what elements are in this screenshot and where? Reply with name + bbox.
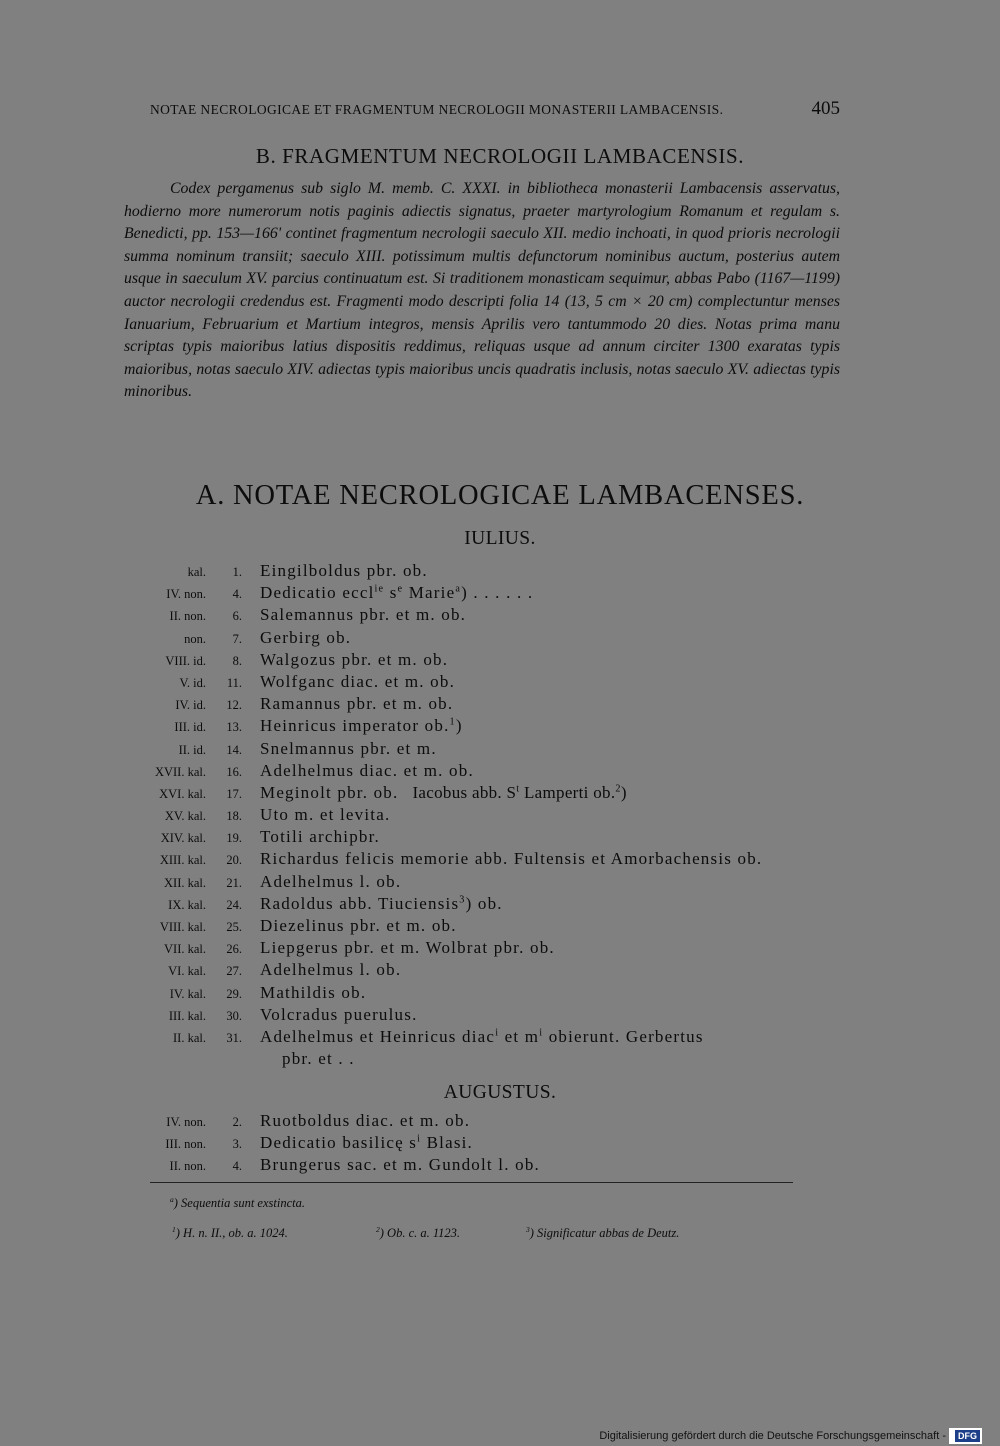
entry-date: IV. kal. xyxy=(169,986,206,1001)
entry-date: IV. non. xyxy=(166,1115,206,1129)
entry-date: VII. kal. xyxy=(164,942,206,957)
footnote-mark: a xyxy=(170,1194,174,1204)
running-head xyxy=(150,98,840,122)
entry-row xyxy=(0,871,1000,893)
entry-row xyxy=(0,604,1000,626)
entry-text xyxy=(260,1110,470,1132)
footnote-mark: 3 xyxy=(526,1224,530,1234)
entry-date: IX. kal. xyxy=(168,897,206,912)
superscript: ie xyxy=(374,583,385,595)
entry-text xyxy=(260,693,453,715)
entry-row xyxy=(0,937,1000,959)
entry-text-part: ) xyxy=(455,716,463,736)
entry-day: 7. xyxy=(232,631,242,646)
footnote-mark: 1 xyxy=(172,1224,176,1234)
entry-text-part: obierunt. Gerbertus xyxy=(543,1026,704,1046)
entry-text-part: Totili archipbr. xyxy=(260,827,380,847)
entry-day: 4. xyxy=(232,1159,242,1174)
entry-day: 8. xyxy=(232,653,242,668)
entry-row xyxy=(0,782,1000,804)
entry-row xyxy=(0,560,1000,582)
entry-text xyxy=(260,604,466,626)
entry-day: 26. xyxy=(226,942,242,957)
section-b-title: B. FRAGMENTUM NECROLOGII LAMBACENSIS. xyxy=(255,144,745,168)
entry-day: 13. xyxy=(226,720,242,735)
superscript: i xyxy=(417,1133,422,1145)
entry-row xyxy=(0,715,1000,737)
entry-row xyxy=(0,671,1000,693)
entry-date: II. id. xyxy=(178,742,206,757)
superscript: t xyxy=(516,783,520,795)
entry-row xyxy=(0,582,1000,604)
entry-date: IV. non. xyxy=(166,587,206,602)
entry-text-part: Adelhelmus et Heinricus diac xyxy=(260,1026,496,1046)
footnote-text: ) H. n. II., ob. a. 1024. xyxy=(175,1226,288,1240)
entry-date: VIII. kal. xyxy=(159,920,206,934)
entry-text-part: Meginolt pbr. ob. xyxy=(260,782,399,802)
digitization-credit xyxy=(599,1428,982,1444)
entry-text xyxy=(260,804,390,826)
entry-date: XVI. kal. xyxy=(159,786,206,801)
entry-text-part: Heinricus imperator ob. xyxy=(260,716,450,736)
entry-day: 6. xyxy=(232,609,242,624)
entry-day: 16. xyxy=(226,764,242,779)
entry-row xyxy=(0,826,1000,848)
entry-continuation: pbr. et . . xyxy=(282,1048,355,1068)
entry-date: XIII. kal. xyxy=(159,853,206,868)
entry-extra-note xyxy=(412,783,626,802)
entry-day: 4. xyxy=(232,587,242,602)
entry-date: XII. kal. xyxy=(164,875,206,890)
entry-text xyxy=(260,982,366,1004)
entry-extra-part: ) xyxy=(620,782,627,802)
entry-text-part: Adelhelmus l. ob. xyxy=(260,960,402,980)
entry-row xyxy=(0,738,1000,760)
superscript: e xyxy=(397,583,404,595)
entry-day: 29. xyxy=(226,986,242,1001)
entry-text-part: ) ob. xyxy=(465,893,503,913)
entry-text-part: Dedicatio basilicę s xyxy=(260,1133,418,1153)
intro-paragraph xyxy=(124,178,840,404)
entry-date: II. kal. xyxy=(173,1030,206,1045)
entry-text-part: Marie xyxy=(403,583,456,603)
entry-date: II. non. xyxy=(169,1159,206,1174)
entry-row xyxy=(0,804,1000,826)
entry-text-part: Eingilboldus pbr. ob. xyxy=(260,561,428,580)
entry-text xyxy=(260,715,463,737)
entry-row xyxy=(0,649,1000,671)
entry-day: 3. xyxy=(232,1137,242,1152)
intro-text: Codex pergamenus sub siglo M. memb. C. XXXI. in bibliotheca monasterii Lambacensis asservatus, hodierno more numerorum notis paginis adiectis signatus, praeter martyrologium Romanum et regulam s. Benedicti, pp. 153—166' continet fragmentum necrologii saeculo XII. medio inchoati, in quod prioris necrologii summa nominum transiit; saeculo XIII. potissimum multis defunctorum nominibus auctum, posterius autem usque in saeculum XV. parcius continuatum est. Si traditionem monasticam sequimur, abbas Pabo (1167—1199) auctor necrologii credendus est. Fragmenti modo descripti folia 14 (13, 5 cm × 20 cm) complectuntur menses Ianuarium, Februarium et Martium integros, mensis Aprilis vero tantummodo 20 dies. Notas prima manu scriptas typis maioribus latius dispositis reddimus, reliquas usque ad annum circiter 1300 exaratas typis maioribus, notas saeculo XIV. adiectas typis maioribus uncis quadratis inclusis, notas saeculo XV. adiectas typis minoribus. xyxy=(124,180,840,401)
entry-date: IV. id. xyxy=(175,698,206,713)
entry-date: non. xyxy=(184,631,206,646)
entry-date: kal. xyxy=(187,565,206,579)
iulius-entries xyxy=(0,560,1000,1070)
entry-row xyxy=(0,1004,1000,1026)
entry-text-part: Wolfganc diac. et m. ob. xyxy=(260,671,456,691)
entry-date: III. kal. xyxy=(168,1008,206,1023)
entry-day: 18. xyxy=(226,809,242,824)
entry-text xyxy=(260,893,503,915)
entry-text xyxy=(260,848,762,870)
entry-row xyxy=(0,760,1000,782)
superscript: i xyxy=(495,1027,500,1039)
entry-text-part: Adelhelmus diac. et m. ob. xyxy=(260,760,474,780)
entry-day: 14. xyxy=(226,742,242,757)
entry-date: III. id. xyxy=(174,720,206,735)
entry-row xyxy=(0,1110,1000,1132)
entry-row xyxy=(0,693,1000,715)
entry-row xyxy=(0,893,1000,915)
entry-text-part: Dedicatio eccl xyxy=(260,583,375,603)
footnote-text: ) Ob. c. a. 1123. xyxy=(379,1226,461,1240)
entry-row xyxy=(0,1154,1000,1176)
entry-text-part: Walgozus pbr. et m. ob. xyxy=(260,649,449,669)
entry-extra-part: Lamperti ob. xyxy=(519,782,616,802)
entry-text-part: Volcradus puerulus. xyxy=(260,1004,418,1024)
entry-date: XV. kal. xyxy=(164,809,206,824)
entry-day: 20. xyxy=(226,853,242,868)
footnote-rule xyxy=(150,1182,793,1183)
footnote-3 xyxy=(526,1226,679,1241)
entry-text-part: Blasi. xyxy=(421,1133,474,1153)
entry-text-part: Ruotboldus diac. et m. ob. xyxy=(260,1111,471,1130)
section-a-title: A. NOTAE NECROLOGICAE LAMBACENSES. xyxy=(195,480,805,511)
entry-text-part: s xyxy=(384,583,398,603)
entry-text-part: Radoldus abb. Tiuciensis xyxy=(260,893,460,913)
entry-text xyxy=(260,582,533,604)
entry-row xyxy=(0,959,1000,981)
entry-text-part: Brungerus sac. et m. Gundolt l. ob. xyxy=(260,1155,540,1175)
entry-text-part: Adelhelmus l. ob. xyxy=(260,871,402,891)
footnote-text: ) Significatur abbas de Deutz. xyxy=(529,1226,680,1240)
entry-text-part: Richardus felicis memorie abb. Fultensis et Amorbachensis ob. xyxy=(260,849,763,869)
entry-day: 1. xyxy=(232,565,242,579)
entry-text-part: Gerbirg ob. xyxy=(260,627,352,647)
page-number: 405 xyxy=(811,98,840,119)
entry-day: 24. xyxy=(226,897,242,912)
entry-row xyxy=(0,915,1000,937)
running-title: NOTAE NECROLOGICAE ET FRAGMENTUM NECROLOGII MONASTERII LAMBACENSIS. xyxy=(150,102,724,117)
entry-text xyxy=(260,760,474,782)
entry-day: 19. xyxy=(226,831,242,846)
entry-date: XIV. kal. xyxy=(160,831,206,846)
entry-text xyxy=(260,1132,473,1154)
entry-text xyxy=(260,782,627,804)
entry-date: III. non. xyxy=(165,1137,206,1152)
entry-text-part: Diezelinus pbr. et m. ob. xyxy=(260,916,457,935)
entry-extra-part: Iacobus abb. S xyxy=(412,782,517,802)
entry-text xyxy=(260,627,351,649)
superscript: 1 xyxy=(449,716,456,728)
entry-text xyxy=(260,915,457,937)
entry-text xyxy=(260,738,437,760)
entry-text xyxy=(260,937,555,959)
entry-date: V. id. xyxy=(179,675,206,690)
superscript: 3 xyxy=(459,894,466,906)
entry-text xyxy=(260,671,455,693)
footnote-mark: 2 xyxy=(376,1224,380,1234)
entry-date: VI. kal. xyxy=(168,964,206,979)
entry-text-part: ) . . . . . . xyxy=(461,583,534,603)
entry-text xyxy=(260,1154,540,1176)
entry-row xyxy=(0,1026,1000,1070)
augustus-entries xyxy=(0,1110,1000,1177)
entry-text-part: Snelmannus pbr. et m. xyxy=(260,738,437,758)
entry-day: 27. xyxy=(226,964,242,979)
month-heading-augustus: AUGUSTUS. xyxy=(443,1082,557,1103)
entry-day: 17. xyxy=(226,786,242,801)
entry-day: 2. xyxy=(232,1115,242,1129)
entry-text-part: Ramannus pbr. et m. ob. xyxy=(260,694,454,714)
entry-row xyxy=(0,1132,1000,1154)
entry-text xyxy=(260,1026,840,1070)
entry-text-part: Salemannus pbr. et m. ob. xyxy=(260,605,467,625)
dfg-logo xyxy=(949,1428,982,1444)
superscript: a xyxy=(455,583,462,595)
entry-text xyxy=(260,560,428,582)
entry-day: 11. xyxy=(226,675,242,690)
entry-text-part: Liepgerus pbr. et m. Wolbrat pbr. ob. xyxy=(260,938,555,958)
entry-text xyxy=(260,826,380,848)
entry-date: VIII. id. xyxy=(165,653,206,668)
footnote-a xyxy=(170,1196,305,1211)
entry-date: XVII. kal. xyxy=(154,764,206,779)
dfg-logo-text: DFG xyxy=(954,1429,981,1443)
entry-day: 21. xyxy=(226,875,242,890)
credit-text: Digitalisierung gefördert durch die Deutsche Forschungsgemeinschaft - xyxy=(599,1430,946,1442)
footnote-text: ) Sequentia sunt exstincta. xyxy=(173,1196,305,1210)
entry-day: 12. xyxy=(226,698,242,713)
entry-row xyxy=(0,982,1000,1004)
entry-text xyxy=(260,959,401,981)
entry-day: 31. xyxy=(226,1030,242,1045)
superscript: 2 xyxy=(615,783,621,795)
entry-text xyxy=(260,871,401,893)
entry-text-part: et m xyxy=(499,1026,540,1046)
entry-row xyxy=(0,627,1000,649)
footnote-1 xyxy=(172,1226,288,1241)
entry-day: 30. xyxy=(226,1008,242,1023)
footnote-2 xyxy=(376,1226,460,1241)
month-heading-iulius: IULIUS. xyxy=(464,528,536,549)
entry-text xyxy=(260,649,448,671)
entry-text-part: Uto m. et levita. xyxy=(260,805,391,825)
superscript: i xyxy=(539,1027,544,1039)
entry-row xyxy=(0,848,1000,870)
entry-text xyxy=(260,1004,418,1026)
entry-day: 25. xyxy=(226,920,242,934)
entry-date: II. non. xyxy=(169,609,206,624)
entry-text-part: Mathildis ob. xyxy=(260,982,367,1002)
